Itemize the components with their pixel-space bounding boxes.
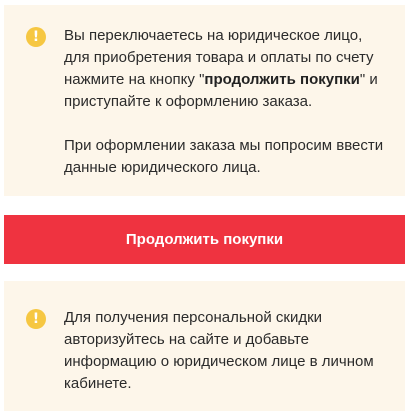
notice-personal-discount	[4, 281, 405, 411]
notice-legal-entity-switch	[4, 5, 405, 196]
notice-paragraph-instructions	[64, 25, 389, 113]
exclamation-icon: !	[26, 309, 46, 329]
notice-emphasis-continue: продолжить покупки	[204, 71, 360, 88]
notice-discount-text: Для получения персональной скидки авторизуйтесь на сайте и добавьте информацию о юридическом лице в личном кабинете.	[64, 309, 374, 392]
exclamation-icon: !	[26, 27, 46, 47]
notice-paragraph-legal-data: При оформлении заказа мы попросим ввести данные юридического лица.	[64, 137, 384, 176]
notice-text-after: " и приступайте к оформлению заказа.	[64, 71, 378, 110]
notice-text-before: Вы переключаетесь на юридическое лицо, для приобретения товара и оплаты по счету нажмите на кнопку "	[64, 27, 374, 88]
continue-shopping-button[interactable]: Продолжить покупки	[4, 215, 405, 264]
